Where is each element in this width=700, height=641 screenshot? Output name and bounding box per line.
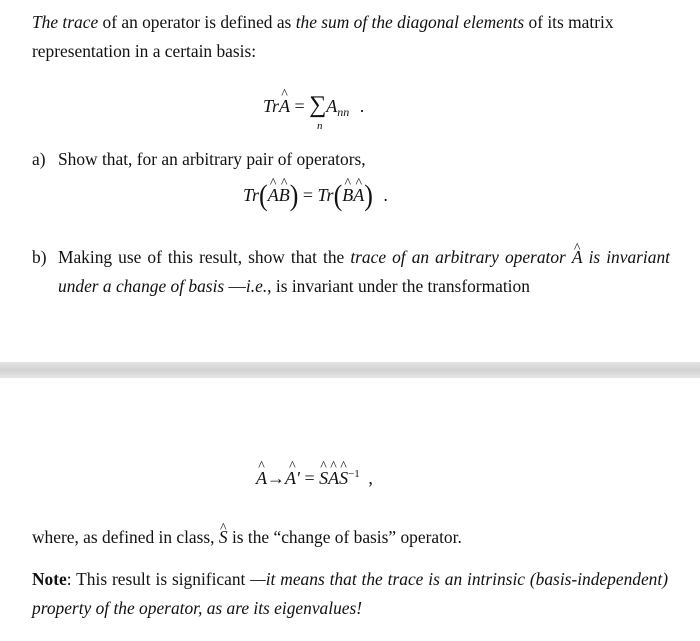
part-b-text: Making use of this result, show that the trace of an arbitrary operator ^ A is invariant under a change of basis —i.e., is invariant under the transformation [58,243,670,301]
part-a-text: Show that, for an arbitrary pair of operators, [58,149,366,169]
where-paragraph: where, as defined in class, ^ S is the “change of basis” operator. [32,523,672,552]
commutator-trace-equation: Tr(^ A^ B) = Tr(^ B^ A) . [243,181,388,211]
note-paragraph: Note: This result is significant —it means that the trace is an intrinsic (basis-independent) property of the operator, as are its eigenvalues! [32,569,668,618]
sum-index: n [317,120,323,132]
trace-definition-equation: Tr^ $A = \sum A_{nn}$ . [263,92,364,120]
sum-symbol: ∑ [309,92,327,118]
part-a-label: a) [32,149,46,169]
term-sum-diagonal: the sum of the diagonal elements [295,12,525,32]
operator-a-hat: ^ A [279,96,290,117]
page-divider [0,362,700,378]
operator-s-hat: ^ S [219,523,228,552]
intro-paragraph: The trace of an operator is defined as the sum of the diagonal elements of its matrix representation in a certain basis: [32,12,614,61]
transformation-equation: ^ A→^ A′ = ^ S^ A^ $S^{-1}$ , [256,468,373,489]
note-label: Note [32,569,67,589]
term-trace: The trace [32,12,99,32]
operator-a-hat: ^ A [572,243,583,272]
part-b-label: b) [32,247,47,267]
